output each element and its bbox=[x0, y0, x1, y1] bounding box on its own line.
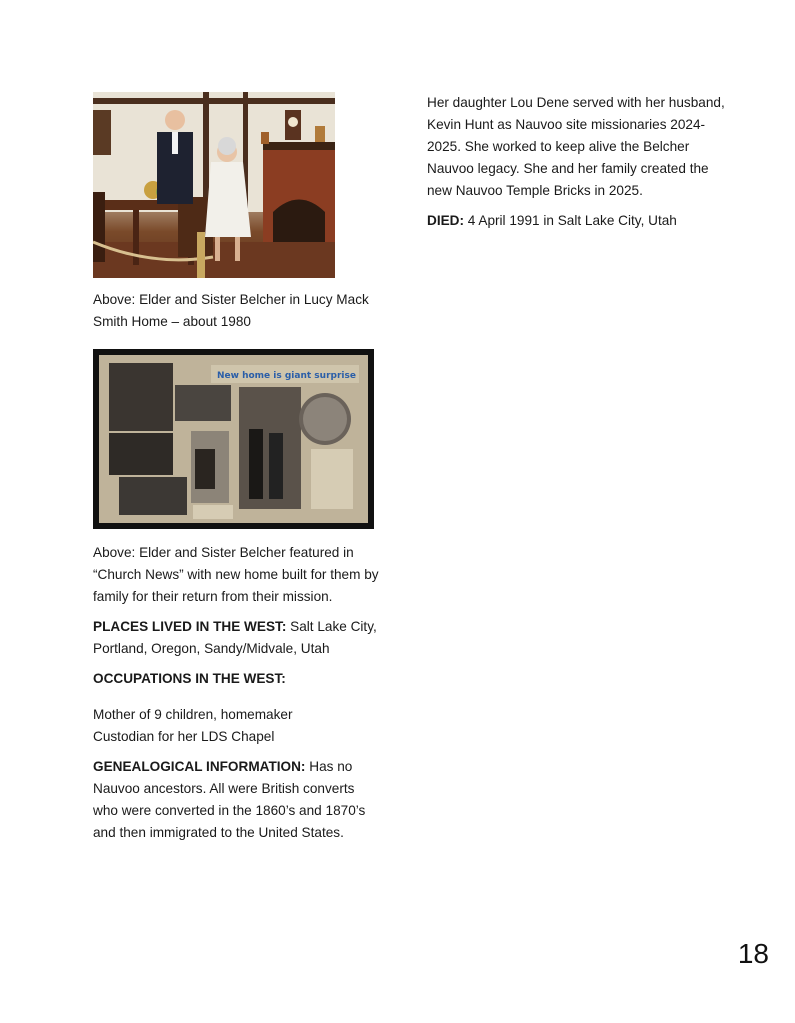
church-news-clipping-drawing bbox=[93, 349, 374, 529]
daughter-paragraph: Her daughter Lou Dene served with her husband, Kevin Hunt as Nauvoo site missionaries 2024-2025. She worked to keep alive the Belcher Nauvoo legacy. She and her family created the new Nauvoo Temple Bricks in 2025. bbox=[427, 95, 725, 198]
left-column bbox=[93, 92, 383, 844]
page-number: 18 bbox=[737, 938, 769, 969]
occupation-line-2: Custodian for her LDS Chapel bbox=[93, 729, 275, 744]
places-lived-text: Salt Lake City, Portland, Oregon, Sandy/Midvale, Utah bbox=[93, 619, 377, 656]
caption-church-news: Above: Elder and Sister Belcher featured in “Church News” with new home built for them by family for their return from their mission. bbox=[93, 545, 379, 604]
places-lived-label: PLACES LIVED IN THE WEST: bbox=[93, 619, 287, 634]
occupation-line-1: Mother of 9 children, homemaker bbox=[93, 707, 293, 722]
occupations-heading bbox=[93, 668, 383, 690]
died-text: 4 April 1991 in Salt Lake City, Utah bbox=[467, 213, 677, 228]
died-label: DIED: bbox=[427, 213, 465, 228]
clipping-headline: New home is giant surprise bbox=[217, 371, 356, 381]
belcher-home-photo bbox=[93, 92, 335, 278]
church-news-clipping-photo bbox=[93, 349, 374, 529]
died-paragraph bbox=[427, 210, 727, 232]
genealogy-label: GENEALOGICAL INFORMATION: bbox=[93, 759, 306, 774]
occupations-label: OCCUPATIONS IN THE WEST: bbox=[93, 671, 286, 686]
genealogy-paragraph bbox=[93, 756, 383, 844]
belcher-home-photo-drawing bbox=[93, 92, 335, 278]
genealogy-text: Has no Nauvoo ancestors. All were British converts who were converted in the 1860’s and 1870’s and then immigrated to the United States. bbox=[93, 759, 366, 840]
caption-belcher-home: Above: Elder and Sister Belcher in Lucy Mack Smith Home – about 1980 bbox=[93, 292, 369, 329]
right-column bbox=[427, 92, 727, 232]
places-lived-paragraph bbox=[93, 616, 383, 660]
